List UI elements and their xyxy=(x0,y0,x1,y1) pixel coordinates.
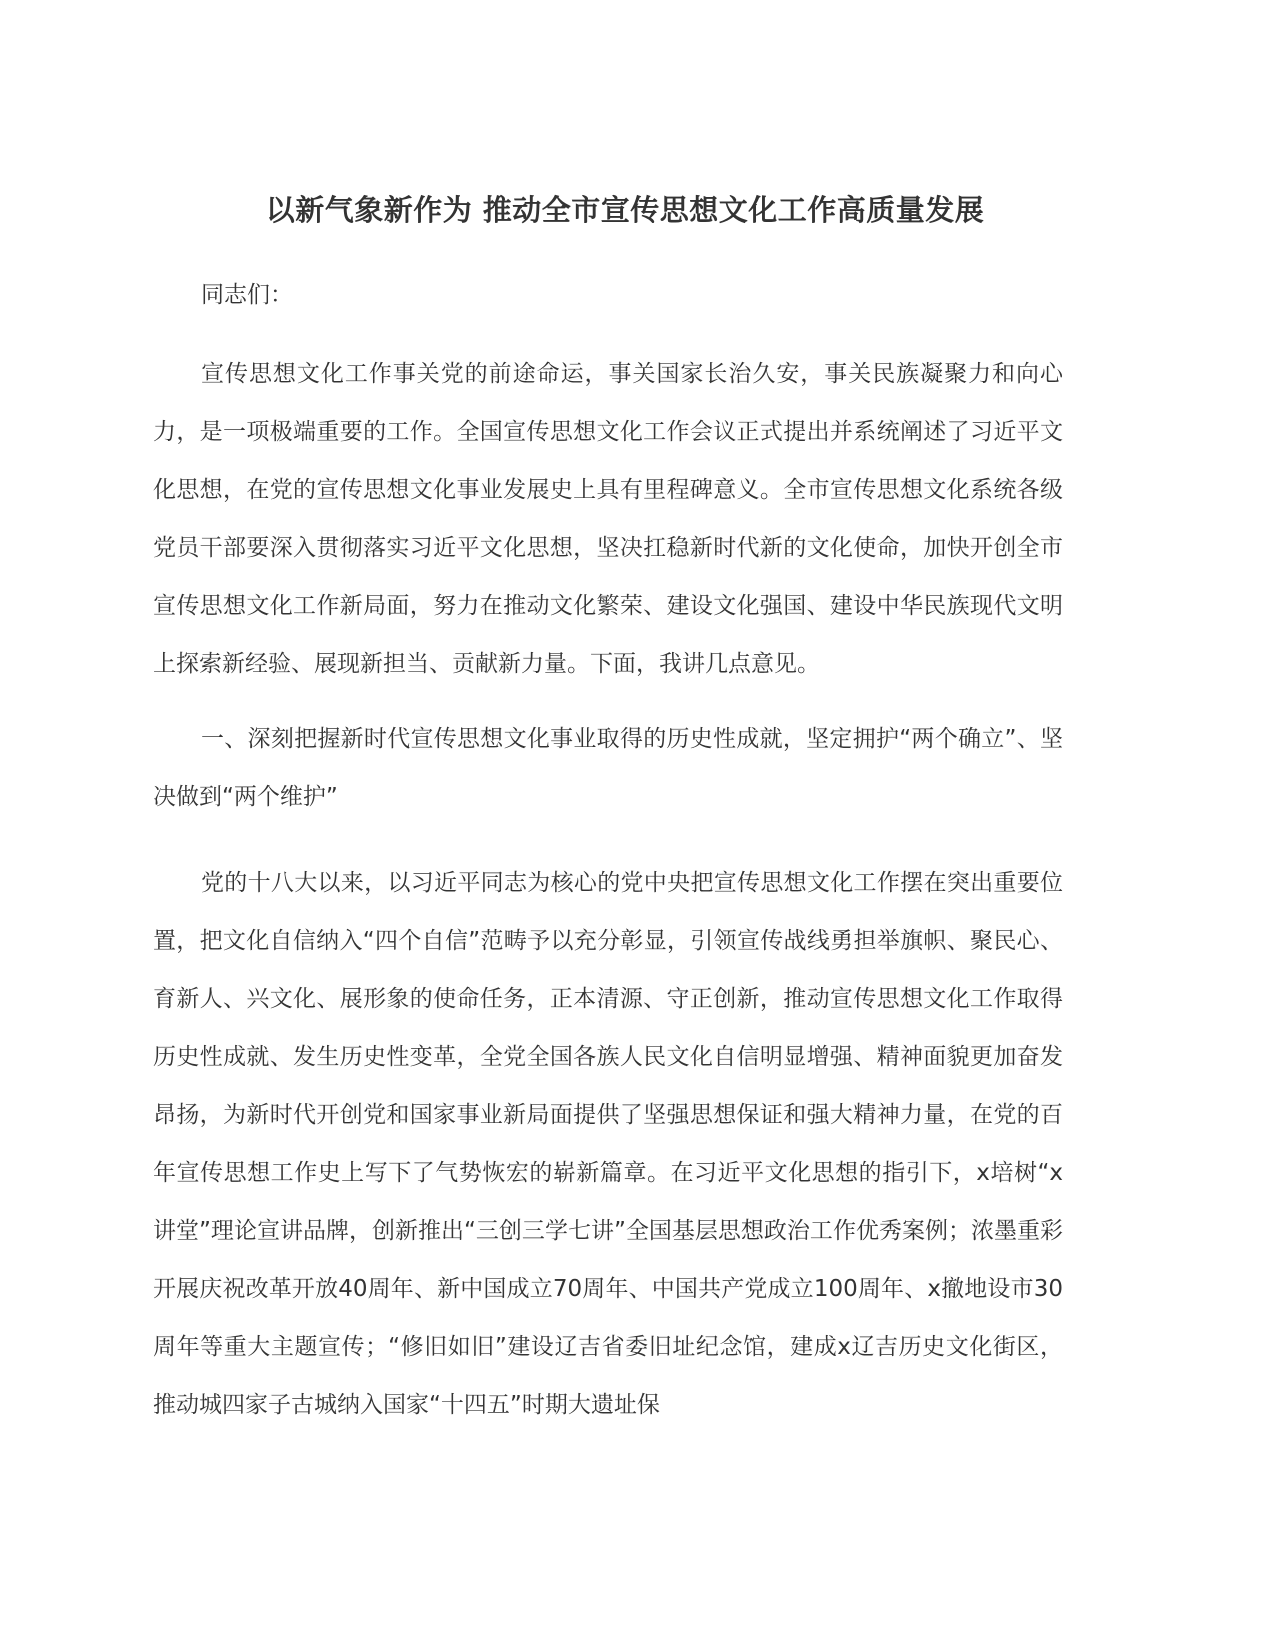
salutation: 同志们： xyxy=(201,282,293,308)
section-body-1: 党的十八大以来，以习近平同志为核心的党中央把宣传思想文化工作摆在突出重要位置，把文化自信纳入“四个自信”范畴予以充分彰显，引领宣传战线勇担举旗帜、聚民心、育新人、兴文化、展形象的使命任务，正本清源、守正创新，推动宣传思想文化工作取得历史性成就、发生历史性变革，全党全国各族人民文化自信明显增强、精神面貌更加奋发昂扬，为新时代开创党和国家事业新局面提供了坚强思想保证和强大精神力量，在党的百年宣传思想工作史上写下了气势恢宏的崭新篇章。在习近平文化思想的指引下，x培树“x讲堂”理论宣讲品牌，创新推出“三创三学七讲”全国基层思想政治工作优秀案例；浓墨重彩开展庆祝改革开放40周年、新中国成立70周年、中国共产党成立100周年、x撤地设市30周年等重大主题宣传；“修旧如旧”建设辽吉省委旧址纪念馆，建成x辽吉历史文化街区，推动城四家子古城纳入国家“十四五”时期大遗址保 xyxy=(153,870,1063,1418)
section-heading-1: 一、深刻把握新时代宣传思想文化事业取得的历史性成就，坚定拥护“两个确立”、坚决做到“两个维护” xyxy=(153,726,1063,810)
intro-paragraph: 宣传思想文化工作事关党的前途命运，事关国家长治久安，事关民族凝聚力和向心力，是一项极端重要的工作。全国宣传思想文化工作会议正式提出并系统阐述了习近平文化思想，在党的宣传思想文化事业发展史上具有里程碑意义。全市宣传思想文化系统各级党员干部要深入贯彻落实习近平文化思想，坚决扛稳新时代新的文化使命，加快开创全市宣传思想文化工作新局面，努力在推动文化繁荣、建设文化强国、建设中华民族现代文明上探索新经验、展现新担当、贡献新力量。下面，我讲几点意见。 xyxy=(153,361,1063,677)
document-title: 以新气象新作为 推动全市宣传思想文化工作高质量发展 xyxy=(265,193,985,227)
